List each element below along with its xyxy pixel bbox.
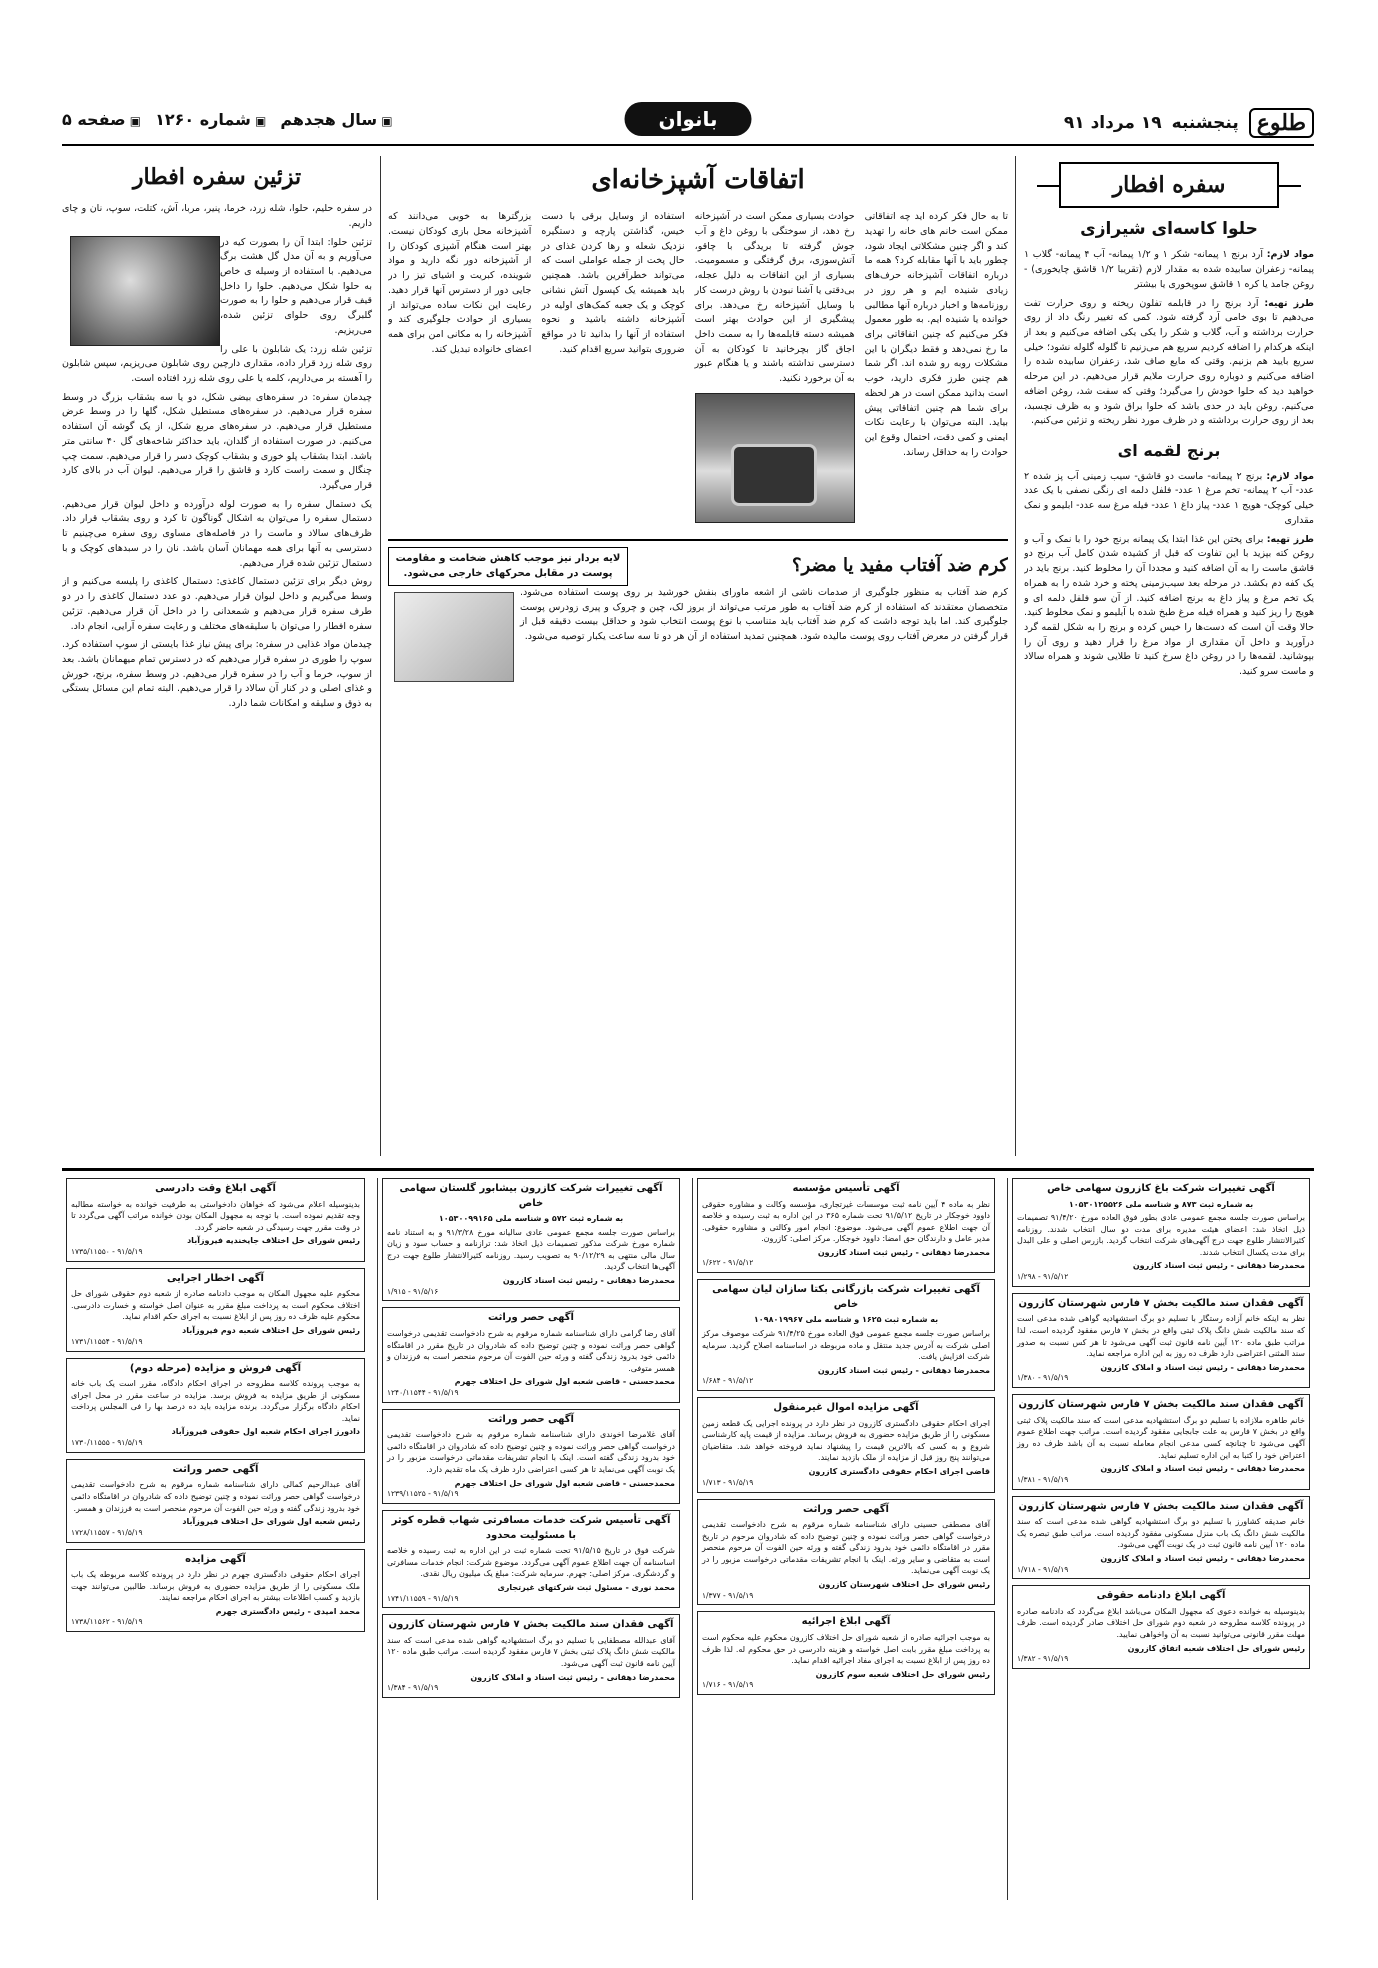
ad-reference: به شماره ثبت ۸۷۳ و شناسه ملی ۱۰۵۳۰۱۲۵۵۲۶ <box>1068 1199 1254 1209</box>
ad-code: ۹۱/۵/۱۹ - ۱۷۳۱/۱۱۵۵۴ <box>71 1336 143 1346</box>
header-page: ▣ صفحه ۵ <box>62 110 141 129</box>
sunscreen-header <box>388 547 1008 586</box>
ad-signature: محمدرضا دهقانی - رئیس ثبت اسناد و املاک کازرون <box>1100 1464 1305 1474</box>
article-paragraph: حوادث بسیاری ممکن است در آشپزخانه رخ دهد، از سوختگی با روغن داغ و آب جوش گرفته تا بریدگی با چاقو، آتش‌سوزی، برق گرفتگی و مسمومیت. بسیاری از این اتفاقات به دلیل عجله، بی‌دقتی یا آشنا نبودن با روش درست کار با وسایل آشپزخانه رخ می‌دهد. برای پیشگیری از این حوادث بهتر است همیشه دسته قابلمه‌ها را به سمت داخل اجاق گاز بچرخانید تا کودکان به آن دسترسی نداشته باشند و یا هنگام عبور به آن برخورد نکنید. <box>694 211 855 385</box>
ad-body: آقای رضا گرامی دارای شناسنامه شماره مرقوم به شرح دادخواست تقدیمی درخواست گواهی حصر وراثت نموده و چنین توضیح داده که شادروان در تاریخ مقرر در اقامتگاه دائمی خود بدرود زندگی گفته و ورثه حین الفوت آن مرحوم منحصر است به فرزندان و همسر متوفی. <box>387 1328 675 1373</box>
section-badge: بانوان <box>625 102 752 136</box>
ad-signature: رئیس شورای حل اختلاف جایخندیه فیروزآباد <box>187 1236 360 1246</box>
ad-code: ۹۱/۵/۱۹ - ۱۲۳۹/۱۱۵۲۵ <box>387 1489 459 1499</box>
ad-body: براساس صورت جلسه مجمع عمومی عادی بطور فوق العاده مورخ ۹۱/۴/۲۰ تصمیمات ذیل اتخاذ شد: اعضای هیئت مدیره برای مدت دو سال انتخاب شدند. روزنامه کثیرالانتشار طلوع جهت درج آگهی‌های شرکت انتخاب گردید. بازرس اصلی و علی البدل برای مدت یکسال انتخاب شدند. <box>1017 1213 1306 1257</box>
ad-box <box>1012 1585 1310 1669</box>
ads-column <box>1007 1178 1314 1900</box>
ad-body: آقای مصطفی حسینی دارای شناسنامه شماره مرقوم به شرح دادخواست تقدیمی درخواست گواهی حصر وراثت نموده و چنین توضیح داده که شادروان مرحوم در تاریخ مقرر در اقامتگاه دائمی خود بدرود زندگی گفته و ورثه حین الفوت آن مرحوم منحصر است به متقاضی و سایر ورثه. اینک با انجام تشریفات مقدماتی درخواست مزبور را در یک نوبت آگهی می‌نماید. <box>702 1520 990 1576</box>
sunscreen-subtitle: لایه بردار نیز موجب کاهش ضخامت و مقاومت پوست در مقابل محرکهای خارجی می‌شود. <box>388 547 628 586</box>
ad-signature: محمدرضا دهقانی - رئیس ثبت اسناد و املاک کازرون <box>470 1672 675 1682</box>
recipe1-ingredients <box>1024 248 1314 292</box>
ad-code: ۹۱/۵/۱۹ - ۱/۳۸۰ <box>1017 1373 1069 1383</box>
recipe1-method <box>1024 297 1314 429</box>
page-header <box>62 100 1314 146</box>
ad-title: آگهی فروش و مزایده (مرحله دوم) <box>129 1362 302 1374</box>
ad-code: ۹۱/۵/۱۹ - ۱/۷۱۶ <box>702 1680 754 1690</box>
ad-code: ۹۱/۵/۱۲ - ۱/۶۲۲ <box>702 1258 754 1268</box>
recipe2-ingredients-label: مواد لازم: <box>1266 470 1314 482</box>
article-paragraph: تا به حال فکر کرده اید چه اتفاقاتی ممکن است خانم های خانه را تهدید کند و اگر چنین مشکلاتی ایجاد شود، چطور باید با آنها مقابله کرد؟ همه ما درباره اتفاقات آشپزخانه حرف‌های زیادی شنیده ایم و هر روز در روزنامه‌ها و اخبار درباره آنها مطالبی خوانده یا شنیده ایم. به طور معمول فکر می‌کنیم که چنین اتفاقاتی برای ما رخ نمی‌دهد و فقط دیگران با این مشکلات روبه رو شده اند. اگر شما هم چنین طرز فکری دارید، خوب است بدانید ممکن است در هر لحظه برای شما هم چنین اتفاقاتی پیش بیاید. البته می‌توان با رعایت نکات ایمنی و کمی دقت، احتمال وقوع این حوادث را به حداقل رساند. <box>864 211 1008 458</box>
ad-box <box>697 1611 995 1695</box>
kitchen-photo <box>695 393 855 523</box>
recipe2-method-label: طرز تهیه: <box>1266 533 1314 545</box>
ad-box <box>1012 1293 1310 1388</box>
iftar-banner: سفره افطار <box>1059 162 1279 208</box>
ad-body: نظر به ماده ۴ آیین نامه ثبت موسسات غیرتجاری، مؤسسه وکالت و مشاوره حقوقی داوود خوجکار در تاریخ ۹۱/۵/۱۲ تحت شماره ۳۶۵ در این اداره به ثبت رسیده و خلاصه آن جهت اطلاع عموم آگهی می‌شود. موضوع: انجام امور وکالتی و مشاوره حقوقی. مدیر عامل و دارندگان حق امضا: داوود خوجکار. مرکز اصلی: کازرون. <box>702 1199 990 1244</box>
header-year: ▣ سال هجدهم <box>280 110 392 129</box>
ad-title: آگهی تأسیس مؤسسه <box>792 1183 900 1194</box>
ads-divider <box>62 1168 1314 1171</box>
ad-signature: رئیس شورای حل اختلاف شعبه سوم کازرون <box>815 1669 990 1679</box>
ad-box <box>1012 1178 1310 1287</box>
ad-title: آگهی مزایده اموال غیرمنقول <box>773 1402 919 1414</box>
ad-reference: به شماره ثبت ۱۶۲۵ و شناسه ملی ۱۰۹۸۰۱۹۹۶۷ <box>753 1315 939 1325</box>
header-date-block <box>1064 108 1314 138</box>
iftar-table-photo <box>70 236 220 346</box>
ad-body: آقای غلامرضا اخوندی دارای شناسنامه شماره مرقوم به شرح دادخواست تقدیمی درخواست گواهی حصر وراثت نموده و چنین توضیح داده که شادروان در اقامتگاه دائمی خود بدرود زندگی گفته است. اینک با انجام تشریفات مقدماتی درخواست مزبور را در یک نوبت آگهی می‌نماید تا هر کسی اعتراضی دارد ظرف یک ماه تقدیم دارد. <box>387 1430 675 1475</box>
recipe1-ingredients-text: آرد برنج ۱ پیمانه- شکر ۱ و ۱/۲ پیمانه- آب ۴ پیمانه- گلاب ۱ پیمانه- زعفران سابیده شده به مقدار لازم (تقریبا ۱/۲ قاشق چایخوری) - روغن جامد یا کره ۱ قاشق سوپخوری یا بیشتر <box>1024 249 1314 290</box>
ad-body: شرکت فوق در تاریخ ۹۱/۵/۱۵ تحت شماره ثبت در این اداره به ثبت رسیده و خلاصه اساسنامه آن جهت اطلاع عموم آگهی می‌گردد. موضوع شرکت: انجام خدمات مسافرتی و گردشگری. مرکز اصلی: جهرم. سرمایه شرکت: مبلغ یک میلیون ریال نقدی. <box>387 1546 676 1579</box>
ads-column <box>62 1178 369 1900</box>
decoration-paragraph: روش دیگر برای تزئین دستمال کاغذی: دستمال کاغذی را پلیسه می‌کنیم و از وسط می‌گیریم و داخل لیوان قرار می‌دهیم. دو عدد دستمال کاغذی را در دو طرف سفره قرار می‌دهیم و شمعدانی را در داخل آن قرار می‌دهیم. تزئین سفره افطار را می‌توان با سلیقه‌های مختلف و رعایت سفره آرایی، انجام داد. <box>62 576 372 632</box>
ad-title: آگهی تغییرات شرکت کازرون بیشابور گلستان سهامی خاص <box>399 1183 663 1209</box>
ad-title: آگهی مزایده <box>185 1553 246 1565</box>
recipe2-ingredients <box>1024 470 1314 529</box>
ad-signature: محمد نوری - مسئول ثبت شرکتهای غیرتجاری <box>497 1582 675 1592</box>
sunscreen-text: کرم ضد آفتاب به منظور جلوگیری از صدمات ناشی از اشعه ماورای بنفش خورشید بر روی پوست استفاده می‌شود. متخصصان معتقدند که استفاده از کرم ضد آفتاب به طور مرتب می‌تواند از بروز لک، چین و چروک و پیری زودرس پوست جلوگیری کند. اما باید توجه داشت که کرم ضد آفتاب باید متناسب با نوع پوست انتخاب شود و حداقل بیست دقیقه قبل از قرار گرفتن در معرض آفتاب روی پوست مالیده شود. همچنین تمدید استفاده از آن هر دو تا سه ساعت یکبار توصیه می‌شود. <box>520 586 1008 643</box>
kitchen-article-title: اتفاقات آشپزخانه‌ای <box>591 165 805 195</box>
article-paragraph: بزرگترها به خوبی می‌دانند که آشپزخانه محل بازی کودکان نیست. بهتر است هنگام آشپزی کودکان را از آشپزخانه دور نگه دارید و مواد شوینده، کبریت و اشیای تیز را در جایی دور از دسترس آنها قرار دهید. رعایت این نکات ساده می‌تواند از بسیاری از حوادث جلوگیری کند و آشپزخانه را به مکانی امن برای همه اعضای خانواده تبدیل کند. <box>388 211 532 355</box>
header-day: پنجشنبه <box>1171 113 1239 133</box>
ad-box <box>697 1178 995 1273</box>
ad-code: ۹۱/۵/۱۹ - ۱/۷۱۳ <box>702 1477 754 1487</box>
ad-signature: محمدحسنی - قاضی شعبه اول شورای حل اختلاف جهرم <box>454 1478 675 1488</box>
ad-signature: رئیس شورای حل اختلاف شعبه اتفاق کازرون <box>1127 1643 1305 1653</box>
ad-signature: محمدرضا دهقانی - رئیس ثبت اسناد و املاک کازرون <box>1100 1553 1305 1563</box>
article-paragraph: استفاده از وسایل برقی با دست خیس، گذاشتن پارچه و دستگیره نزدیک شعله و رها کردن غذای در حال پخت از جمله عواملی است که می‌تواند خطرآفرین باشد. همچنین باید همیشه یک کپسول آتش نشانی کوچک و یک جعبه کمک‌های اولیه در آشپزخانه داشته باشید و نحوه استفاده از آنها را بدانید تا در مواقع ضروری بتوانید سریع اقدام کنید. <box>541 211 685 355</box>
recipe-column <box>1024 156 1314 1156</box>
ad-title: آگهی تأسیس شرکت خدمات مسافرتی شهاب قطره کوثر با مسئولیت محدود <box>391 1515 671 1541</box>
ad-box <box>697 1397 995 1492</box>
column-divider <box>1015 156 1016 1156</box>
ad-title: آگهی فقدان سند مالکیت بخش ۷ فارس شهرستان کازرون <box>1018 1500 1304 1512</box>
ad-title: آگهی فقدان سند مالکیت بخش ۷ فارس شهرستان کازرون <box>1018 1297 1304 1309</box>
ad-code: ۹۱/۵/۱۹ - ۱۷۴۱/۱۱۵۵۹ <box>387 1593 459 1603</box>
ad-body: خانم طاهره ملازاده با تسلیم دو برگ استشهادیه مدعی است که سند مالکیت پلاک ثبتی واقع در بخش ۷ فارس به علت جابجایی مفقود گردیده است. مراتب جهت اطلاع عموم آگهی می‌شود تا چنانچه کسی مدعی انجام معامله نسبت به آن باشد ظرف ده روز اعتراض خود را کتبا به این اداره تسلیم نماید. <box>1017 1415 1305 1460</box>
ad-title: آگهی اخطار اجرایی <box>167 1272 264 1284</box>
ad-body: به موجب اجرائیه صادره از شعبه شورای حل اختلاف کازرون محکوم علیه محکوم است به پرداخت مبلغ مقرر بابت اصل خواسته و هزینه دادرسی در حق محکوم له. لذا ظرف ده روز پس از ابلاغ نسبت به اجرای مفاد اجرائیه اقدام نماید. <box>702 1632 990 1666</box>
ad-box <box>1012 1496 1310 1580</box>
ad-title: آگهی حصر وراثت <box>488 1413 574 1425</box>
header-issue: ▣ شماره ۱۲۶۰ <box>155 110 266 129</box>
ad-code: ۹۱/۵/۱۹ - ۱/۳۸۲ <box>1017 1654 1069 1664</box>
decoration-paragraph: تزئین حلوا: ابتدا آن را بصورت کیه در می‌آوریم و به آن مدل گل هشت برگ می‌دهیم. با استفاده از وسیله ی خاص به حلوا شکل می‌دهیم. حلوا را داخل قیف قرار می‌دهیم و حلوا را به صورت گلبرگ روی حلوای تزئین شده، می‌ریزیم. <box>220 236 372 336</box>
decoration-paragraph: چیدمان مواد غذایی در سفره: برای پیش نیاز غذا بایستی از سوپ استفاده کرد. سوپ را طوری در سفره قرار می‌دهیم که در دسترس تمام میهمانان باشد. بعد از سوپ، خرما و آب را در سفره قرار می‌دهیم. در وسط سفره، برنج، خورش و غذای اصلی و در کنار آن سالاد را قرار می‌دهیم. البته تمام این مسائل بستگی به ذوق و سلیقه و امکانات شما دارد. <box>62 639 372 710</box>
ad-body: بدینوسیله اعلام می‌شود که خواهان دادخواستی به طرفیت خوانده به خواسته مطالبه وجه تقدیم نموده است. با توجه به مجهول المکان بودن خوانده مراتب آگهی می‌گردد تا در وقت مقرر جهت رسیدگی در شعبه حاضر گردد. <box>71 1199 360 1232</box>
ad-body: آقای عبدالله مصطفایی با تسلیم دو برگ استشهادیه گواهی شده مدعی است که سند مالکیت شش دانگ پلاک ثبتی بخش ۷ فارس مفقود گردیده است. مراتب طبق ماده ۱۲۰ آیین نامه قانون ثبت آگهی می‌شود. <box>387 1635 676 1669</box>
ad-box <box>382 1614 680 1698</box>
decoration-intro: در سفره حلیم، حلوا، شله زرد، خرما، پنیر، مربا، آش، کتلت، سوپ، نان و چای داریم. <box>62 203 372 229</box>
ad-code: ۹۱/۵/۱۲ - ۱/۶۸۴ <box>702 1376 754 1386</box>
ad-code: ۹۱/۵/۱۲ - ۱/۲۹۸ <box>1017 1272 1069 1282</box>
ads-column <box>692 1178 999 1900</box>
ad-body: براساس صورت جلسه مجمع عمومی عادی سالیانه مورخ ۹۱/۳/۲۸ و به استناد نامه شماره مورخ شرکت مذکور تصمیمات ذیل اتخاذ شد: ترازنامه و حساب سود و زیان سال مالی منتهی به ۹۰/۱۲/۲۹ به تصویب رسید. روزنامه کثیرالانتشار طلوع جهت درج آگهی‌ها انتخاب گردید. <box>387 1227 676 1272</box>
ad-body: نظر به اینکه خانم آزاده رستگار با تسلیم دو برگ استشهادیه گواهی شده مدعی است که سند مالکیت شش دانگ پلاک ثبتی واقع در بخش ۷ فارس مفقود گردیده است، لذا مراتب طبق ماده ۱۲۰ آیین نامه قانون ثبت آگهی می‌شود تا هر کس نسبت به صدور سند المثنی اعتراضی دارد ظرف ده روز به این اداره مراجعه نماید. <box>1017 1314 1306 1359</box>
ad-signature: محمدرضا دهقانی - رئیس ثبت اسناد کازرون <box>817 1247 990 1257</box>
ad-title: آگهی حصر وراثت <box>172 1463 259 1475</box>
ad-body: آقای عبدالرحیم کمالی دارای شناسنامه شماره مرقوم به شرح دادخواست تقدیمی درخواست گواهی حصر وراثت نموده و چنین توضیح داده که شادروان در اقامتگاه دائمی خود بدرود زندگی گفته و ورثه حین الفوت آن مرحوم منحصر است به فرزندان و همسر. <box>71 1480 360 1513</box>
decoration-paragraph: چیدمان سفره: در سفره‌های بیضی شکل، دو یا سه بشقاب بزرگ در وسط سفره قرار می‌دهیم. در سفره‌های مستطیل شکل، گلها را در وسط عرض مستطیل قرار می‌دهیم. در سفره‌های مربع شکل، از یک گوشه آن استفاده می‌کنیم. در صورت استفاده از گلدان، باید حداکثر شاخه‌های گل ۴۰ سانتی متر باشد. ابتدا بشقاب پلو خوری و بشقاب کوچک دسر را قرار می‌دهیم. سمت چپ چنگال و سمت راست کارد و قاشق را قرار می‌دهیم. لیوان آب در بالای کارد قرار می‌گیرد. <box>62 391 372 492</box>
column-divider <box>380 156 381 1156</box>
recipe1-title: حلوا کاسه‌ای شیرازی <box>1080 219 1258 239</box>
kitchen-article <box>388 156 1008 1156</box>
ad-body: اجرای احکام حقوقی دادگستری کازرون در نظر دارد در پرونده اجرایی یک قطعه زمین مسکونی را از طریق مزایده حضوری به فروش برساند. مزایده از قیمت پایه کارشناسی شروع و به کسی که بالاترین قیمت را پیشنهاد نماید فروخته خواهد شد. متقاضیان می‌توانند پنج روز قبل از مزایده از ملک بازدید نمایند. <box>702 1418 990 1463</box>
ad-box <box>1012 1394 1310 1489</box>
recipe2-ingredients-text: برنج ۲ پیمانه- ماست دو قاشق- سیب زمینی آب پز شده ۲ عدد- آب ۲ پیمانه- تخم مرغ ۱ عدد- فلفل دلمه ای رنگی نصفی با یک عدد خیلی کوچک- هویج ۱ عدد- پیاز داغ ۱ عدد- فیله مرغ سه عدد- ابلیمو و نمک مقداری <box>1024 470 1314 526</box>
ad-body: به موجب پرونده کلاسه مطروحه در اجرای احکام دادگاه، مقرر است یک باب خانه مسکونی از طریق مزایده به فروش برسد. مزایده در ساعت مقرر در محل اجرای احکام دادگاه برگزار می‌گردد. برنده مزایده باید ده درصد بها را فی المجلس پرداخت نماید. <box>71 1379 360 1423</box>
ad-title: آگهی فقدان سند مالکیت بخش ۷ فارس شهرستان کازرون <box>1018 1399 1304 1411</box>
ad-box <box>66 1459 365 1543</box>
ad-code: ۹۱/۵/۱۹ - ۱۷۳۵/۱۱۵۵۰ <box>71 1246 143 1256</box>
ad-box <box>66 1358 365 1453</box>
kitchen-article-body <box>388 210 1008 529</box>
ad-signature: محمدرضا دهقانی - رئیس ثبت اسناد کازرون <box>817 1365 990 1375</box>
ad-code: ۹۱/۵/۱۹ - ۱۷۲۸/۱۱۵۵۷ <box>71 1527 143 1537</box>
recipe1-method-label: طرز تهیه: <box>1264 297 1314 309</box>
ad-signature: رئیس شورای حل اختلاف شهرستان کازرون <box>818 1580 990 1589</box>
ad-signature: قاضی اجرای احکام حقوقی دادگستری کازرون <box>808 1467 990 1477</box>
ad-box <box>66 1268 365 1352</box>
ad-signature: محمدحسنی - قاضی شعبه اول شورای حل اختلاف جهرم <box>454 1377 675 1387</box>
recipe2-method <box>1024 533 1314 680</box>
ad-title: آگهی فقدان سند مالکیت بخش ۷ فارس شهرستان کازرون <box>388 1619 674 1631</box>
ad-signature: محمد امیدی - رئیس دادگستری جهرم <box>215 1606 360 1616</box>
ad-signature: رئیس شورای حل اختلاف شعبه دوم فیروزآباد <box>182 1326 360 1336</box>
ad-body: براساس صورت جلسه مجمع عمومی فوق العاده مورخ ۹۱/۴/۲۵ شرکت موصوف مرکز اصلی شرکت به آدرس جدید منتقل و ماده مربوطه در اساسنامه اصلاح گردید. سرمایه شرکت افزایش یافت. <box>702 1328 991 1362</box>
ad-box <box>66 1178 365 1262</box>
table-decoration-title: تزئین سفره افطار <box>132 164 302 190</box>
sunscreen-title: کرم ضد آفتاب مفید یا مضر؟ <box>791 555 1008 577</box>
ad-code: ۹۱/۵/۱۹ - ۱۲۴۰/۱۱۵۴۴ <box>387 1387 459 1397</box>
newspaper-logo: طلوع <box>1249 108 1314 138</box>
decoration-paragraph: تزئین شله زرد: یک شابلون با علی را روی شله زرد قرار داده، مقداری دارچین روی شابلون می‌ریزیم، سپس شابلون را آهسته بر می‌داریم، کلمه یا علی روی شله زرد افتاده است. <box>62 343 372 384</box>
ad-box <box>697 1499 995 1606</box>
ad-code: ۹۱/۵/۱۹ - ۱/۳۸۴ <box>387 1683 439 1693</box>
recipe1-method-text: آرد برنج را در قابلمه تفلون ریخته و روی حرارت تفت می‌دهیم تا بوی خامی آرد گرفته شود. کمی که تغییر رنگ داد از روی حرارت برداشته و آب، گلاب و شکر را یکی یکی اضافه می‌کنیم و بعد از اینکه هرکدام را اضافه کردیم سریع هم می‌زنیم تا گلوله گلوله نشود؛ خیلی سریع بایید هم بزنیم. وقتی که مایع صاف شد، زعفران سابیده شده را اضافه می‌کنیم و دوباره روی حرارت ملایم قرار می‌دهیم. در این مرحله خواهید دید که حلوا خودش را می‌گیرد؛ وقتی که سفت شد، روغن اضافه می‌کنیم. روغن باید در حدی باشد که حلوا براق شود و به ظرف نچسبد، بعد از روی حرارت برداشته و در ظرف مورد نظر ریخته و تزئین می‌کنیم. <box>1024 297 1314 427</box>
ad-reference: به شماره ثبت ۵۷۲ و شناسه ملی ۱۰۵۳۰۰۹۹۱۶۵ <box>438 1214 624 1223</box>
ad-body: اجرای احکام حقوقی دادگستری جهرم در نظر دارد در پرونده کلاسه مربوطه یک باب ملک مسکونی را از طریق مزایده حضوری به فروش برساند. طالبین می‌توانند جهت بازدید و کسب اطلاعات بیشتر به اجرای احکام مراجعه نمایند. <box>71 1570 360 1603</box>
sunscreen-article <box>388 539 1008 645</box>
ad-signature: محمدرضا دهقانی - رئیس ثبت اسناد و املاک کازرون <box>1100 1362 1305 1372</box>
header-date: ۱۹ مرداد ۹۱ <box>1063 113 1162 133</box>
ads-column <box>377 1178 684 1900</box>
ad-signature: محمدرضا دهقانی - رئیس ثبت اسناد کازرون <box>502 1275 675 1285</box>
ad-code: ۹۱/۵/۱۹ - ۱/۷۱۸ <box>1017 1564 1069 1574</box>
ad-signature: دادورز اجرای احکام شعبه اول حقوقی فیروزآباد <box>171 1427 360 1437</box>
ad-body: خانم صدیقه کشاورز با تسلیم دو برگ استشهادیه گواهی شده مدعی است که سند مالکیت شش دانگ یک باب منزل مسکونی مفقود گردیده است. مراتب طبق تبصره یک ماده ۱۲۰ آیین نامه قانون ثبت در یک نوبت آگهی می‌شود. <box>1017 1517 1305 1550</box>
header-issue-block <box>62 110 393 129</box>
ad-code: ۹۱/۵/۱۹ - ۱۷۳۸/۱۱۵۶۲ <box>71 1617 143 1627</box>
recipe2-method-text: برای پختن این غذا ابتدا یک پیمانه برنج خود را با نمک و آب و روغن کته بپزید با این تفاوت که قبل از کشیده شدن کامل آب برنج دو قاشق ماست را به آن اضافه کنید و مجددا آن را مخلوط کنید. برنج باید در یک کفه دم بکشد. در مرحله بعد سیب‌زمینی پخته و خرد شده را به همراه یک تخم مرغ و پیاز داغ به برنج اضافه کنید. از آن سو فلفل دلمه ای و هویج را ریز کنید و همراه فیله مرغ طبخ شده با آبلیمو و نمک مخلوط کنید. حالا وقت آن است که دست‌ها را خیس کرده و برنج را به شکل لقمه گرد درآورید و داخل آن مقداری از مواد مرغ را قرار دهید و روی آن را بپوشانید. لقمه‌ها را در روغن داغ سرخ کنید تا طلایی شوند و همراه سالاد و ماست سرو کنید. <box>1024 533 1314 678</box>
ad-title: آگهی ابلاغ وقت دادرسی <box>155 1183 276 1194</box>
ad-signature: رئیس شعبه اول شورای حل اختلاف فیروزآباد <box>182 1517 360 1527</box>
ad-body: محکوم علیه مجهول المکان به موجب دادنامه صادره از شعبه دوم حقوقی شورای حل اختلاف محکوم است به پرداخت مبلغ مقرر به عنوان اصل خواسته و خسارت دادرسی. محکوم علیه ظرف ده روز پس از ابلاغ نسبت به اجرای حکم اقدام نماید. <box>71 1289 360 1322</box>
ad-title: آگهی ابلاغ دادنامه حقوقی <box>1096 1590 1226 1602</box>
ad-code: ۹۱/۵/۱۶ - ۱/۹۱۵ <box>387 1286 439 1296</box>
ad-code: ۹۱/۵/۱۹ - ۱۷۳۰/۱۱۵۵۵ <box>71 1437 143 1447</box>
ad-box <box>66 1549 365 1633</box>
recipe2-title: برنج لقمه ای <box>1117 440 1221 460</box>
ad-code: ۹۱/۵/۱۹ - ۱/۳۸۱ <box>1017 1474 1069 1484</box>
ad-code: ۹۱/۵/۱۹ - ۱/۳۷۷ <box>702 1590 754 1600</box>
ad-title: آگهی تغییرات شرکت بازرگانی بکتا سازان لیان سهامی خاص <box>712 1284 980 1310</box>
ad-body: بدینوسیله به خوانده دعوی که مجهول المکان می‌باشد ابلاغ می‌گردد که دادنامه صادره در پرونده کلاسه مطروحه در شعبه دوم شورای حل اختلاف صادر گردیده است. ظرف مهلت مقرر قانونی می‌توانید نسبت به آن واخواهی نمایید. <box>1017 1606 1305 1640</box>
newspaper-page <box>62 100 1314 1900</box>
ad-title: آگهی ابلاغ اجرائیه <box>801 1616 891 1628</box>
ad-box <box>697 1279 995 1391</box>
ad-box <box>382 1409 680 1504</box>
recipe1-ingredients-label: مواد لازم: <box>1266 249 1314 261</box>
ad-title: آگهی حصر وراثت <box>803 1503 889 1515</box>
table-decoration-column <box>62 156 372 1156</box>
sunscreen-photo <box>394 592 514 682</box>
ad-title: آگهی تغییرات شرکت باغ کازرون سهامی خاص <box>1047 1183 1275 1194</box>
ad-signature: محمدرضا دهقانی - رئیس ثبت اسناد کازرون <box>1132 1261 1305 1271</box>
classified-ads <box>62 1178 1314 1900</box>
ad-title: آگهی حصر وراثت <box>488 1312 574 1324</box>
ad-box <box>382 1307 680 1402</box>
ad-box <box>382 1510 680 1608</box>
decoration-paragraph: یک دستمال سفره را به صورت لوله درآورده و داخل لیوان قرار می‌دهیم. دستمال سفره را می‌توان به اشکال گوناگون تا کرد و روی بشقاب قرار داد. ظرف‌های سالاد و ماست را در فاصله‌های مساوی روی سفره می‌چینیم تا دسترسی به آنها برای همه مهمانان آسان باشد. نان را در سبدهای کوچک و با دستمال تزئین شده قرار می‌دهیم. <box>62 498 372 569</box>
ad-box <box>382 1178 680 1301</box>
